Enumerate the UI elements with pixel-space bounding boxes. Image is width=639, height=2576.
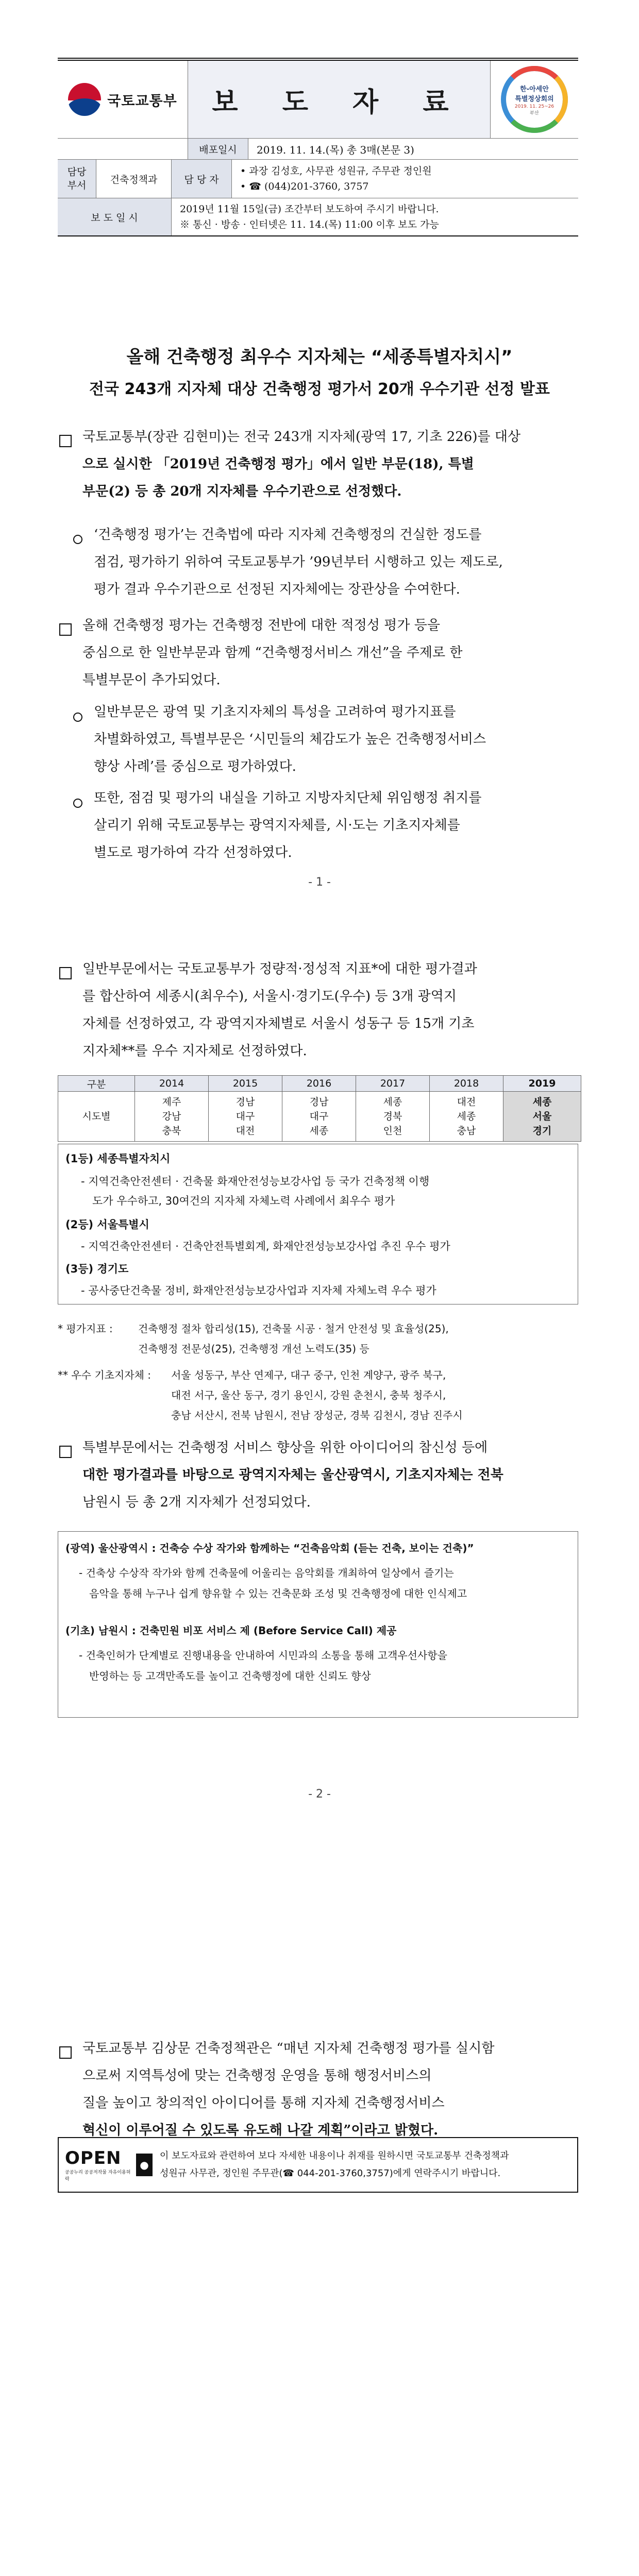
person-value-1: • 과장 김성호, 사무관 성원규, 주무관 정인원 bbox=[240, 165, 432, 177]
p1-line: 일반부문은 광역 및 기초지자체의 특성을 고려하여 평가지표를 bbox=[94, 704, 456, 720]
table-cell: 제주 강남 충북 bbox=[135, 1092, 209, 1142]
note-1-label: * 평가지표 : bbox=[58, 1323, 113, 1335]
note-2 bbox=[171, 1365, 578, 1426]
p2-line: 남원시 등 총 2개 지자체가 선정되었다. bbox=[82, 1495, 311, 1510]
document-title bbox=[188, 61, 490, 138]
ministry-logo bbox=[58, 61, 188, 138]
p2-line: 특별부문에서는 건축행정 서비스 향상을 위한 아이디어의 참신성 등에 bbox=[82, 1440, 488, 1455]
contact-line: 성원규 사무관, 정인원 주무관(☎ 044-201-3760,3757)에게 연락주시기 바랍니다. bbox=[160, 2168, 501, 2179]
distribution-value: 2019. 11. 14.(목) 총 3매(본문 3) bbox=[257, 143, 414, 156]
result-rank-1: (1등) 세종특별자치시 bbox=[65, 1153, 171, 1165]
p2-paragraph-2 bbox=[82, 1434, 578, 1516]
contact-line: 이 보도자료와 관련하여 보다 자세한 내용이나 취재를 원하시면 국토교통부 건축정책과 bbox=[160, 2150, 509, 2161]
p1-line: 국토교통부(장관 김현미)는 전국 243개 지자체(광역 17, 기초 226)를 대상 bbox=[82, 429, 521, 445]
result-detail: - 공사중단건축물 정비, 화재안전성능보강사업과 지자체 자체노력 우수 평가 bbox=[81, 1284, 436, 1297]
result-detail: 도가 우수하고, 30여건의 지자체 자체노력 사례에서 최우수 평가 bbox=[92, 1195, 395, 1207]
p3-paragraph-1 bbox=[82, 2035, 578, 2144]
special-detail: - 건축상 수상작 작가와 함께 건축물에 어울리는 음악회를 개최하여 일상에서 즐기는 bbox=[79, 1567, 454, 1579]
page-number: - 1 - bbox=[308, 876, 331, 889]
result-detail: - 지역건축안전센터 · 건축물 화재안전성능보강사업 등 국가 건축정책 이행 bbox=[81, 1175, 430, 1188]
result-rank-3: (3등) 경기도 bbox=[65, 1263, 129, 1275]
person-icon: ● bbox=[136, 2154, 153, 2176]
p1-line: 중심으로 한 일반부문과 함께 “건축행정서비스 개선”을 주제로 한 bbox=[82, 645, 463, 660]
table-cell-current: 세종 서울 경기 bbox=[503, 1092, 581, 1142]
p2-line: 일반부문에서는 국토교통부가 정량적·정성적 지표*에 대한 평가결과 bbox=[82, 961, 477, 977]
headline-sub: 전국 243개 지자체 대상 건축행정 평가서 20개 우수기관 선정 발표 bbox=[89, 380, 550, 398]
table-cell: 세종 경북 인천 bbox=[356, 1092, 430, 1142]
p1-line: 점검, 평가하기 위하여 국토교통부가 ’99년부터 시행하고 있는 제도로, bbox=[94, 554, 503, 570]
p1-line: 특별부문이 추가되었다. bbox=[82, 672, 221, 688]
table-cell: 경남 대구 대전 bbox=[209, 1092, 282, 1142]
special-detail: 음악을 통해 누구나 쉽게 향유할 수 있는 건축문화 조성 및 건축행정에 대한 인식제고 bbox=[89, 1587, 467, 1600]
special-local: (기초) 남원시 : 건축민원 비포 서비스 제 (Before Service Call) 제공 bbox=[65, 1624, 397, 1637]
p3-line: 혁신이 이루어질 수 있도록 유도해 나갈 계획”이라고 밝혔다. bbox=[82, 2123, 439, 2138]
result-detail: - 지역건축안전센터 · 건축안전특별회계, 화재안전성능보강사업 추진 우수 평가 bbox=[81, 1240, 450, 1252]
emblem-line-2: 특별정상회의 bbox=[515, 95, 554, 103]
taegeuk-icon bbox=[68, 83, 101, 116]
p1-line: 부문(2) 등 총 20개 지자체를 우수기관으로 선정했다. bbox=[82, 484, 402, 499]
dept-value: 건축정책과 bbox=[96, 160, 172, 198]
p1-line: 올해 건축행정 평가는 건축행정 전반에 대한 적정성 평가 등을 bbox=[82, 618, 441, 633]
p1-line: 별도로 평가하여 각각 선정하였다. bbox=[94, 845, 292, 860]
dept-label: 담당 부서 bbox=[58, 160, 96, 198]
table-year: 2015 bbox=[209, 1076, 282, 1092]
checkbox-bullet-icon bbox=[59, 967, 72, 979]
table-cell: 경남 대구 세종 bbox=[282, 1092, 356, 1142]
p2-line: 를 합산하여 세종시(최우수), 서울시·경기도(우수) 등 3개 광역지 bbox=[82, 989, 457, 1004]
p3-line: 으로써 지역특성에 맞는 건축행정 운영을 통해 행정서비스의 bbox=[82, 2068, 432, 2083]
note-1 bbox=[138, 1319, 576, 1359]
p1-paragraph-3 bbox=[82, 612, 578, 694]
p2-line: 대한 평가결과를 바탕으로 광역지자체는 울산광역시, 기초지자체는 전북 bbox=[82, 1467, 503, 1483]
p1-paragraph-1 bbox=[82, 423, 578, 505]
contact-box bbox=[58, 2137, 578, 2193]
special-detail: 반영하는 등 고객만족도를 높이고 건축행정에 대한 신뢰도 향상 bbox=[89, 1670, 371, 1682]
p1-line: 으로 실시한 「2019년 건축행정 평가」에서 일반 부문(18), 특별 bbox=[82, 456, 474, 472]
p1-paragraph-2 bbox=[94, 521, 578, 603]
table-year: 2017 bbox=[356, 1076, 430, 1092]
table-year: 2014 bbox=[135, 1076, 209, 1092]
special-results-box bbox=[58, 1531, 578, 1718]
p1-line: 차별화하였고, 특별부문은 ‘시민들의 체감도가 높은 건축행정서비스 bbox=[94, 732, 486, 747]
embargo-value-1: 2019년 11월 15일(금) 조간부터 보도하여 주시기 바랍니다. bbox=[180, 204, 439, 215]
p2-paragraph-1 bbox=[82, 956, 578, 1065]
result-rank-2: (2등) 서울특별시 bbox=[65, 1218, 149, 1231]
note-line: 서울 성동구, 부산 연제구, 대구 중구, 인천 계양구, 광주 북구, bbox=[171, 1369, 446, 1381]
embargo-label: 보 도 일 시 bbox=[58, 198, 172, 235]
p1-line: 또한, 점검 및 평가의 내실을 기하고 지방자치단체 위임행정 취지를 bbox=[94, 790, 482, 806]
table-row-label: 시도별 bbox=[58, 1092, 135, 1142]
headline-main: 올해 건축행정 최우수 지자체는 “세종특별자치시” bbox=[126, 347, 513, 367]
summit-emblem-icon bbox=[501, 66, 568, 133]
ministry-name: 국토교통부 bbox=[107, 93, 177, 109]
note-line: 충남 서산시, 전북 남원시, 전남 장성군, 경북 김천시, 경남 진주시 bbox=[171, 1409, 463, 1421]
emblem-line-1: 한-아세안 bbox=[520, 85, 549, 93]
table-cell: 대전 세종 충남 bbox=[430, 1092, 503, 1142]
contact-text bbox=[153, 2147, 577, 2182]
embargo-value-2: ※ 통신 · 방송 · 인터넷은 11. 14.(목) 11:00 이후 보도 가능 bbox=[180, 219, 439, 230]
title-text: 보 도 자 료 bbox=[212, 87, 466, 118]
checkbox-bullet-icon bbox=[59, 623, 72, 636]
p1-paragraph-5 bbox=[94, 785, 578, 867]
summit-emblem bbox=[490, 61, 578, 138]
checkbox-bullet-icon bbox=[59, 2046, 72, 2059]
circle-bullet-icon bbox=[73, 713, 82, 722]
person-value-2: • ☎ (044)201-3760, 3757 bbox=[240, 181, 369, 192]
page-number: - 2 - bbox=[308, 1788, 331, 1801]
circle-bullet-icon bbox=[73, 535, 82, 544]
checkbox-bullet-icon bbox=[59, 1446, 72, 1458]
p3-line: 국토교통부 김상문 건축정책관은 “매년 지자체 건축행정 평가를 실시함 bbox=[82, 2041, 495, 2056]
table-year-current: 2019 bbox=[503, 1076, 581, 1092]
checkbox-bullet-icon bbox=[59, 435, 72, 447]
p1-paragraph-4 bbox=[94, 699, 578, 781]
p1-line: ‘건축행정 평가’는 건축법에 따라 지자체 건축행정의 건실한 정도를 bbox=[94, 527, 482, 543]
p1-line: 살리기 위해 국토교통부는 광역지자체를, 시·도는 기초지자체를 bbox=[94, 818, 460, 833]
p2-line: 지자체**를 우수 지자체로 선정하였다. bbox=[82, 1043, 307, 1059]
p3-line: 질을 높이고 창의적인 아이디어를 통해 지자체 건축행정서비스 bbox=[82, 2095, 445, 2111]
note-2-label: ** 우수 기초지자체 : bbox=[58, 1369, 152, 1381]
person-label: 담 당 자 bbox=[172, 160, 232, 198]
emblem-line-3: 2019. 11. 25~26 bbox=[514, 104, 554, 109]
table-year: 2016 bbox=[282, 1076, 356, 1092]
special-metro: (광역) 울산광역시 : 건축승 수상 작가와 함께하는 “건축음악회 (듣는 건축, 보이는 건축)” bbox=[65, 1542, 474, 1554]
open-logo-text: OPEN bbox=[65, 2148, 122, 2168]
note-line: 대전 서구, 울산 동구, 경기 용인시, 강원 춘천시, 충북 청주시, bbox=[171, 1389, 446, 1401]
note-line: 건축행정 전문성(25), 건축행정 개선 노력도(35) 등 bbox=[138, 1343, 369, 1355]
circle-bullet-icon bbox=[73, 799, 82, 808]
emblem-line-4: 부산 bbox=[530, 110, 539, 116]
p1-line: 향상 사례’를 중심으로 평가하였다. bbox=[94, 759, 296, 774]
press-release-header bbox=[58, 58, 578, 236]
open-logo-sub: 공공누리 공공저작물 자유이용허락 bbox=[65, 2170, 131, 2182]
special-detail: - 건축인허가 단계별로 진행내용을 안내하여 시민과의 소통을 통해 고객우선사항을 bbox=[79, 1649, 447, 1662]
open-license-logo bbox=[65, 2144, 153, 2185]
p2-line: 자체를 선정하였고, 각 광역지자체별로 서울시 성동구 등 15개 기초 bbox=[82, 1016, 475, 1031]
general-results-box bbox=[58, 1144, 578, 1304]
table-year: 2018 bbox=[430, 1076, 503, 1092]
note-line: 건축행정 절차 합리성(15), 건축물 시공 · 철거 안전성 및 효율성(25), bbox=[138, 1323, 449, 1335]
distribution-label: 배포일시 bbox=[188, 139, 248, 159]
p1-line: 평가 결과 우수기관으로 선정된 지자체에는 장관상을 수여한다. bbox=[94, 582, 460, 597]
table-corner: 구분 bbox=[58, 1076, 135, 1092]
yearly-winners-table bbox=[58, 1075, 581, 1142]
